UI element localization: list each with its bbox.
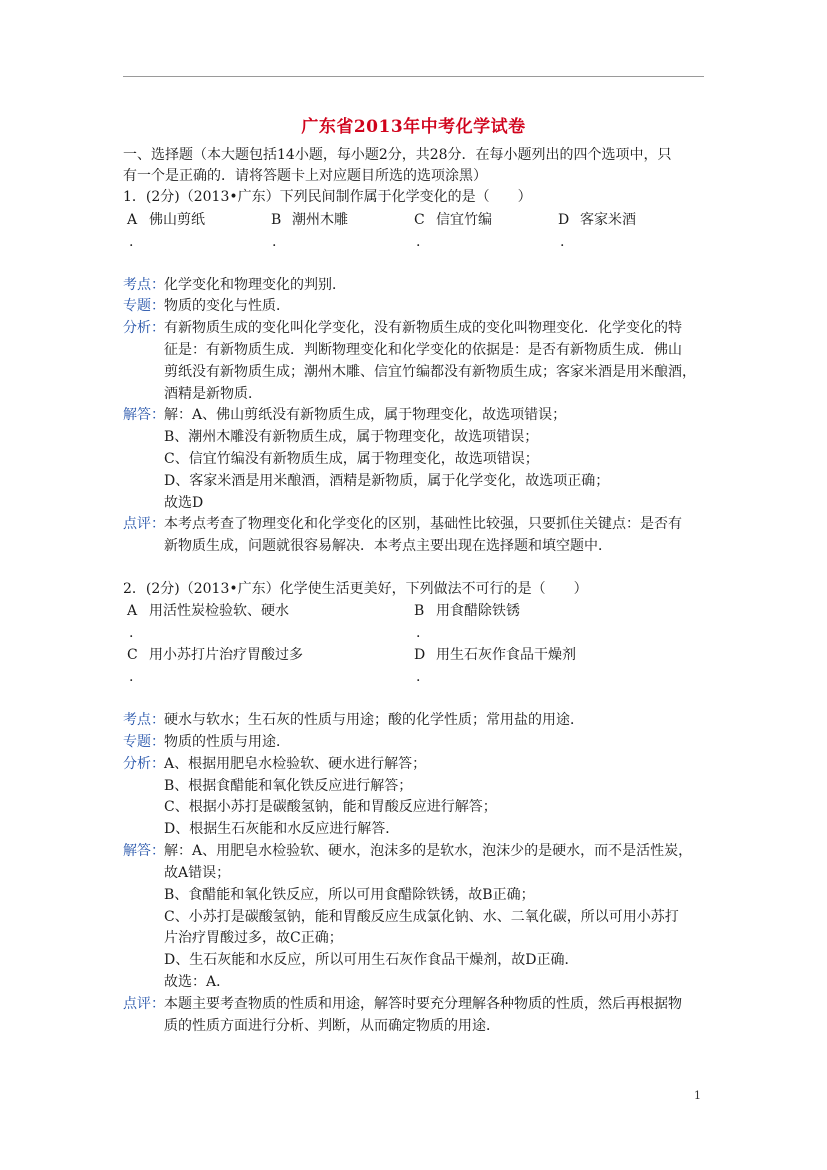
- q1-option-c-letter: C: [414, 212, 425, 228]
- q2-stem: 2．(2分)（2013•广东）化学使生活更美好，下列做法不可行的是（ ）: [123, 581, 588, 597]
- q1-option-c-dot: .: [416, 234, 421, 250]
- q2-fenxi-line-1: A、根据用肥皂水检验软、硬水进行解答；: [164, 756, 427, 772]
- q1-fenxi-line-2: 征是：有新物质生成．判断物理变化和化学变化的依据是：是否有新物质生成．佛山: [164, 342, 682, 358]
- q1-dianping-line-2: 新物质生成，问题就很容易解决．本考点主要出现在选择题和填空题中．: [164, 538, 612, 554]
- q1-option-a-text: 佛山剪纸: [149, 212, 205, 228]
- q1-jieda-line-2: B、潮州木雕没有新物质生成，属于物理变化，故选项错误；: [164, 429, 539, 445]
- q1-option-b-dot: .: [272, 234, 277, 250]
- q1-option-d-letter: D: [558, 212, 570, 228]
- q1-fenxi-label: 分析：: [123, 320, 165, 336]
- q2-option-c-letter: C: [127, 647, 138, 663]
- q1-option-b-letter: B: [271, 212, 282, 228]
- q2-option-d-letter: D: [414, 647, 426, 663]
- q2-fenxi-line-3: C、根据小苏打是碳酸氢钠，能和胃酸反应进行解答；: [164, 799, 497, 815]
- q1-option-d-dot: .: [560, 234, 565, 250]
- q2-dianping-line-1: 本题主要考查物质的性质和用途，解答时要充分理解各种物质的性质，然后再根据物: [164, 996, 682, 1012]
- q1-fenxi-line-4: 酒精是新物质．: [164, 386, 262, 402]
- q1-option-b-text: 潮州木雕: [292, 212, 348, 228]
- q2-option-b-letter: B: [414, 603, 425, 619]
- q1-zhuanti-label: 专题：: [123, 298, 165, 314]
- q2-jieda-line-2: 故A错误；: [164, 865, 231, 881]
- q2-jieda-line-3: B、食醋能和氧化铁反应，所以可用食醋除铁锈，故B正确；: [164, 887, 535, 903]
- q2-fenxi-label: 分析：: [123, 756, 165, 772]
- q2-jieda-label: 解答：: [123, 843, 165, 859]
- q2-option-a-letter: A: [127, 603, 138, 619]
- q2-option-b-text: 用食醋除铁锈: [436, 603, 520, 619]
- q1-kaodian-label: 考点：: [123, 277, 165, 293]
- q1-jieda-line-4: D、客家米酒是用米酿酒，酒精是新物质，属于化学变化，故选项正确；: [164, 473, 610, 489]
- q1-fenxi-line-1: 有新物质生成的变化叫化学变化，没有新物质生成的变化叫物理变化．化学变化的特: [164, 320, 682, 336]
- q2-kaodian-label: 考点：: [123, 712, 165, 728]
- q1-dianping-line-1: 本考点考查了物理变化和化学变化的区别，基础性比较强，只要抓住关键点：是否有: [164, 516, 682, 532]
- q2-zhuanti: 物质的性质与用途．: [164, 734, 290, 750]
- q2-option-c-text: 用小苏打片治疗胃酸过多: [149, 647, 303, 663]
- q2-kaodian: 硬水与软水；生石灰的性质与用途；酸的化学性质；常用盐的用途．: [164, 712, 584, 728]
- q2-dianping-line-2: 质的性质方面进行分析、判断，从而确定物质的用途．: [164, 1018, 500, 1034]
- q1-option-a-letter: A: [127, 212, 138, 228]
- q2-jieda-line-4: C、小苏打是碳酸氢钠，能和胃酸反应生成氯化钠、水、二氧化碳，所以可用小苏打: [164, 909, 679, 925]
- q1-option-c-text: 信宜竹编: [436, 212, 492, 228]
- q2-fenxi-line-2: B、根据食醋能和氧化铁反应进行解答；: [164, 778, 413, 794]
- q2-option-a-dot: .: [129, 625, 134, 641]
- q1-fenxi-line-3: 剪纸没有新物质生成；潮州木雕、信宜竹编都没有新物质生成；客家米酒是用米酿酒，: [164, 364, 696, 380]
- q2-dianping-label: 点评：: [123, 996, 165, 1012]
- q1-jieda-line-1: 解：A、佛山剪纸没有新物质生成，属于物理变化，故选项错误；: [164, 407, 567, 423]
- header-rule: [123, 76, 704, 77]
- q2-option-b-dot: .: [416, 625, 421, 641]
- q1-kaodian: 化学变化和物理变化的判别．: [164, 277, 346, 293]
- q1-zhuanti: 物质的变化与性质．: [164, 298, 290, 314]
- q2-option-d-dot: .: [416, 669, 421, 685]
- intro-line-2: 有一个是正确的．请将答题卡上对应题目所选的选项涂黑）: [123, 168, 487, 184]
- q1-jieda-label: 解答：: [123, 407, 165, 423]
- page-number: 1: [694, 1089, 701, 1102]
- q2-jieda-line-1: 解：A、用肥皂水检验软、硬水，泡沫多的是软水，泡沫少的是硬水，而不是活性炭，: [164, 843, 693, 859]
- q2-jieda-line-5: 片治疗胃酸过多，故C正确；: [164, 930, 343, 946]
- q1-stem: 1．(2分)（2013•广东）下列民间制作属于化学变化的是（ ）: [123, 189, 532, 205]
- q1-option-a-dot: .: [129, 234, 134, 250]
- intro-line-1: 一、选择题（本大题包括14小题，每小题2分，共28分．在每小题列出的四个选项中，只: [123, 147, 672, 163]
- q2-jieda-line-6: D、生石灰能和水反应，所以可用生石灰作食品干燥剂，故D正确．: [164, 952, 579, 968]
- q2-fenxi-line-4: D、根据生石灰能和水反应进行解答．: [164, 821, 400, 837]
- q1-jieda-line-3: C、信宜竹编没有新物质生成，属于物理变化，故选项错误；: [164, 451, 539, 467]
- q2-zhuanti-label: 专题：: [123, 734, 165, 750]
- q1-dianping-label: 点评：: [123, 516, 165, 532]
- page-title: 广东省2013年中考化学试卷: [301, 117, 526, 137]
- q1-jieda-line-5: 故选D: [164, 495, 204, 511]
- q2-option-a-text: 用活性炭检验软、硬水: [149, 603, 289, 619]
- q2-option-d-text: 用生石灰作食品干燥剂: [436, 647, 576, 663]
- q2-jieda-line-7: 故选：A．: [164, 974, 231, 990]
- q1-option-d-text: 客家米酒: [580, 212, 636, 228]
- q2-option-c-dot: .: [129, 669, 134, 685]
